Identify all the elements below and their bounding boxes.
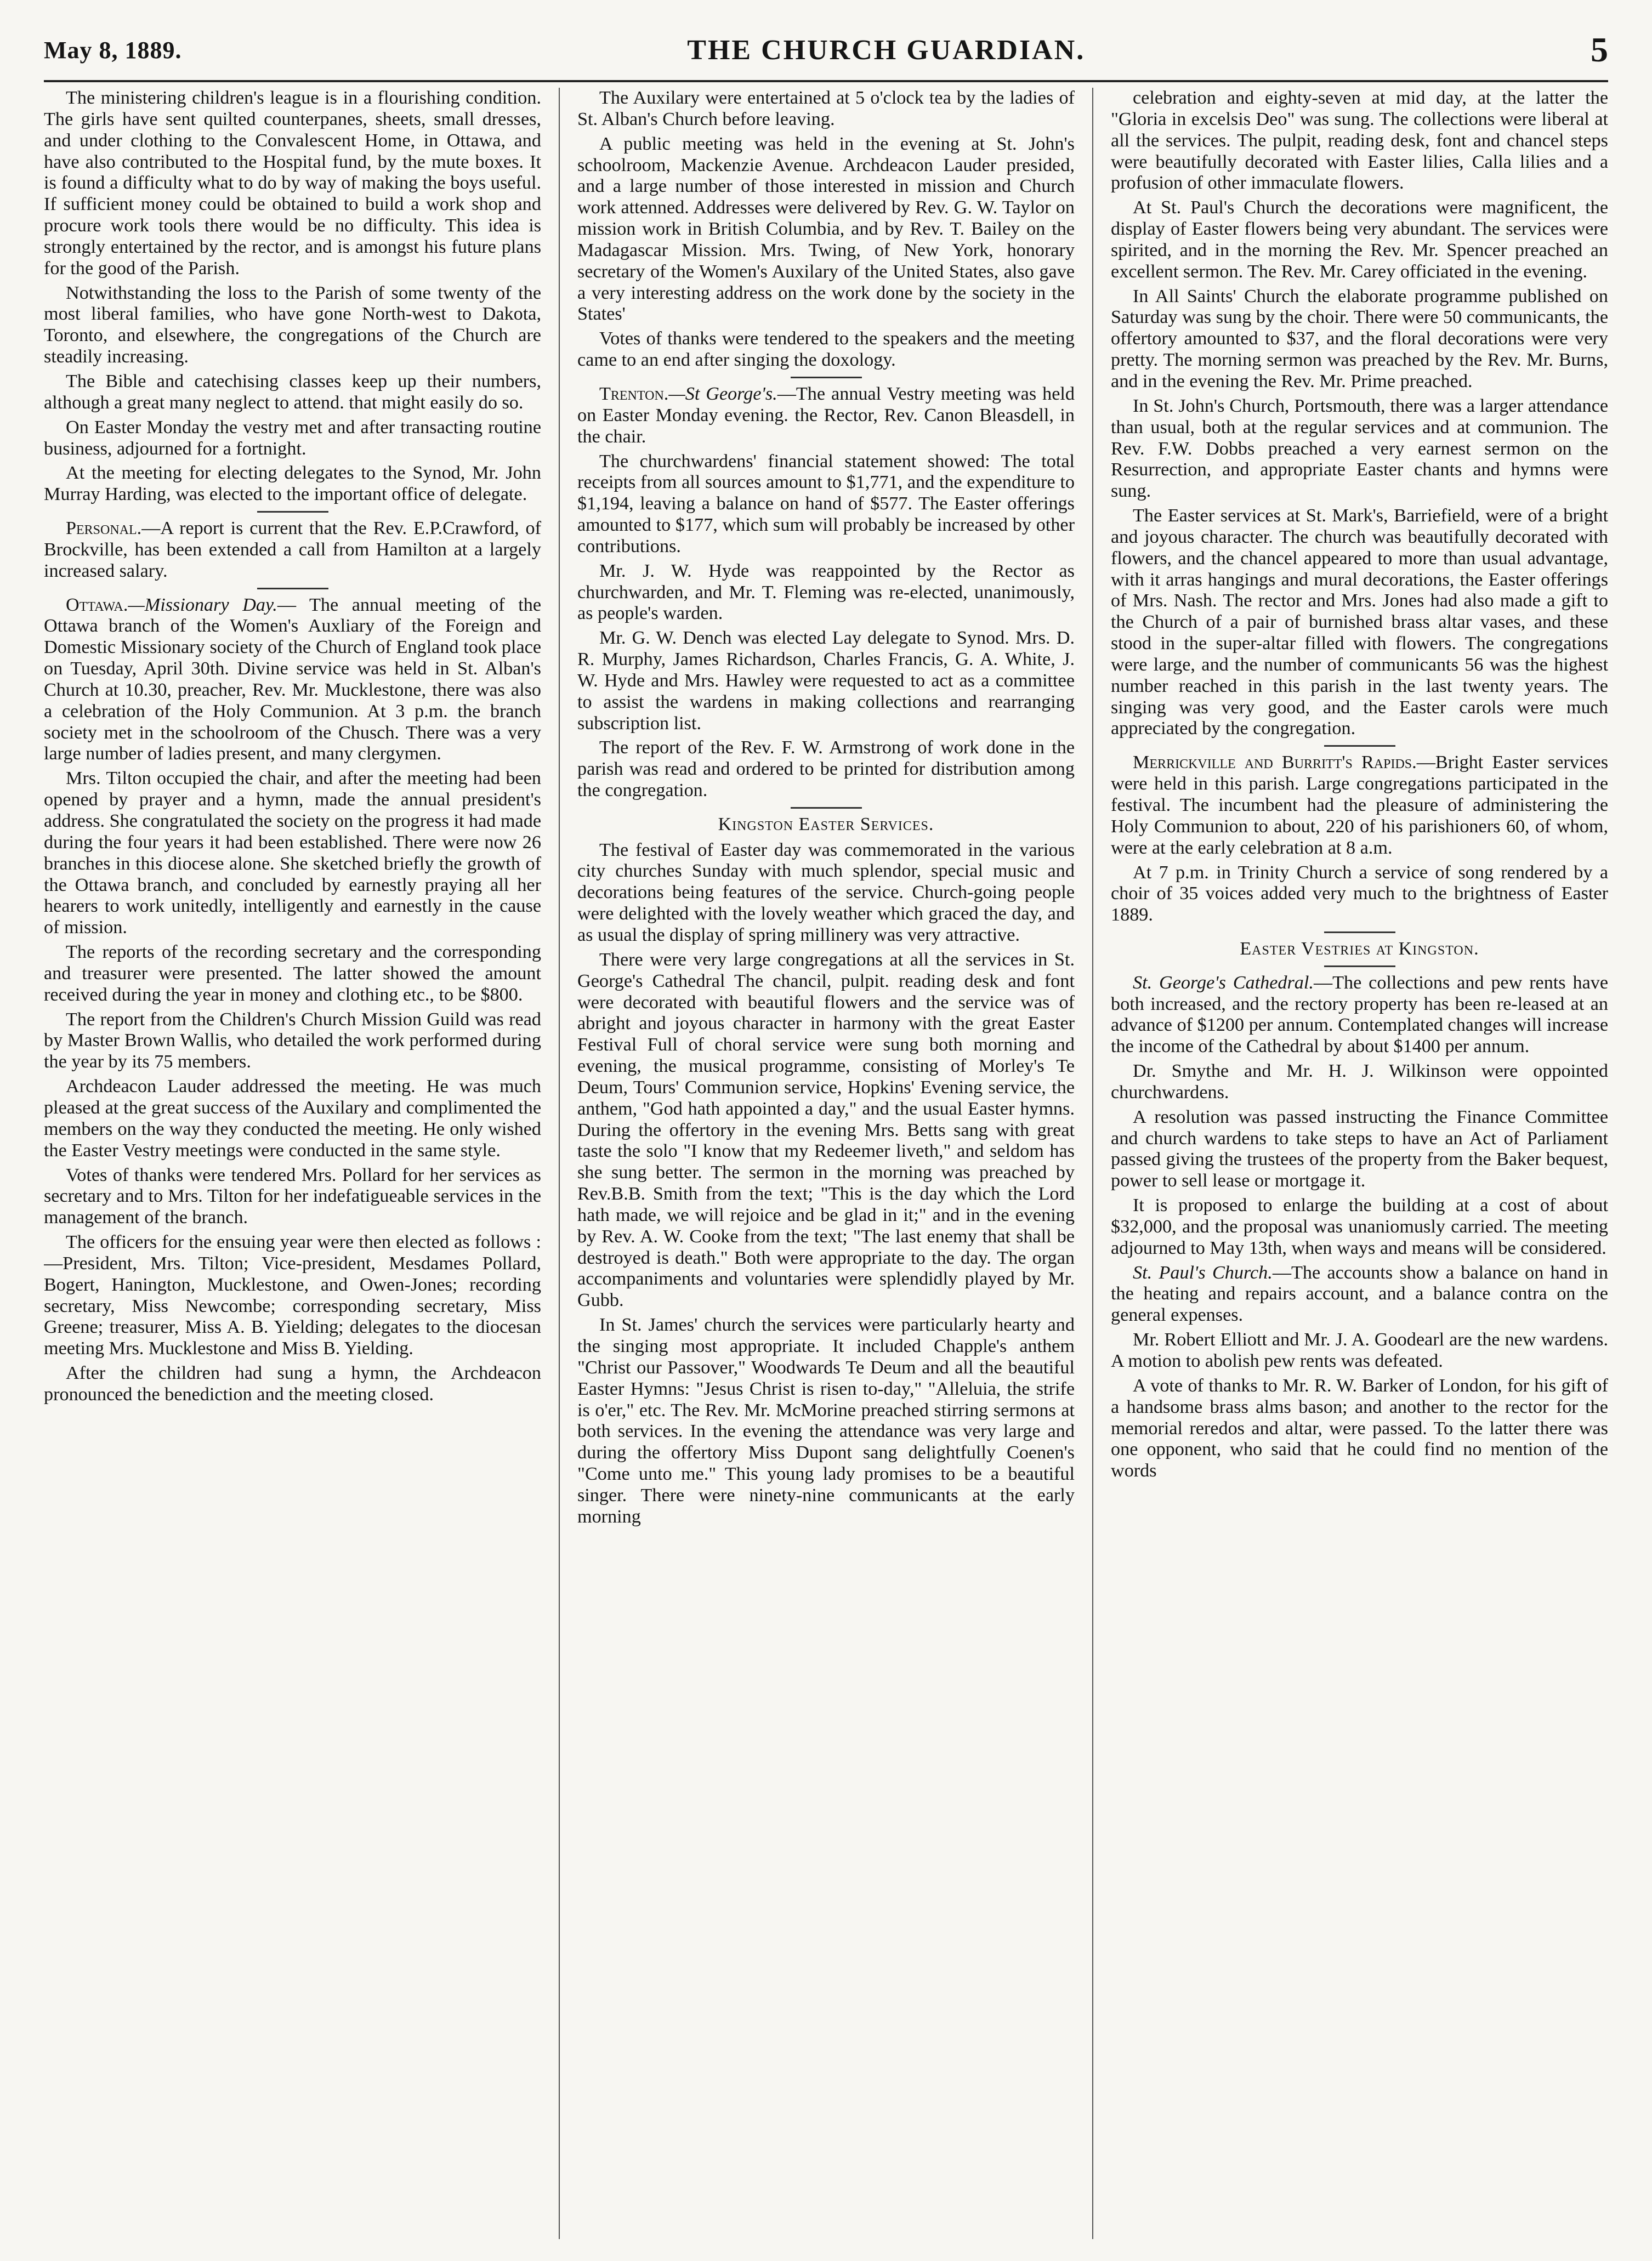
paragraph: There were very large congregations at all the services in St. George's Cathedral The chancil, pulpit. reading desk and font were decorated with beautiful flowers and the service was of abright and joyous character in harmony with the great Easter Festival Full of choral service were sung both morning and evening, the musical programme, consisting of Morley's Te Deum, Tours' Communion service, Hopkins' Evening service, the anthem, "God hath appointed a day," and the usual Easter hymns. During the offertory in the evening Mrs. Betts sang with great taste the solo "I know that my Redeemer liveth," and seldom has she sung better. The sermon in the morning was preached by Rev.B.B. Smith from the text; "This is the day which the Lord hath made, we will rejoice and be glad in it;" and in the evening by Rev. A. W. Cooke from the text; "The last enemy that shall be destroyed is death." Both were appropriate to the day. The organ accompaniments and voluntaries were splendidly played by Mr. Gubb.	[577, 949, 1075, 1311]
paragraph: Mrs. Tilton occupied the chair, and after the meeting had been opened by prayer and a hymn, made the annual president's address. She congratulated the society on the progress it had made during the four years it had been established. There were now 26 branches in this diocese alone. She sketched briefly the growth of the Ottawa branch, and concluded by earnestly praying all her hearers to work unitedly, intelligently and earnestly in the cause of mission.	[44, 768, 541, 938]
paragraph: The churchwardens' financial statement showed: The total receipts from all sources amount to $1,771, and the expenditure to $1,194, leaving a balance on hand of $577. The Easter offerings amounted to $177, which sum will probably be increased by other contributions.	[577, 451, 1075, 556]
article-columns	[44, 88, 1608, 2239]
section-divider	[257, 588, 328, 589]
paragraph: At St. Paul's Church the decorations were magnificent, the display of Easter flowers being very abundant. The services were spirited, and in the morning the Rev. Mr. Spencer preached an excellent sermon. The Rev. Mr. Carey officiated in the evening.	[1111, 197, 1608, 282]
ottawa-title: —Missionary Day.	[128, 594, 277, 615]
column-2	[559, 88, 1092, 2239]
paragraph: The festival of Easter day was commemorated in the various city churches Sunday with much splendor, special music and decorations being features of the service. Church-going people were delighted with the lovely weather which graced the day, and as usual the display of spring millinery was very attractive.	[577, 839, 1075, 945]
paragraph: The report from the Children's Church Mission Guild was read by Master Brown Wallis, who detailed the work performed during the year by its 75 members.	[44, 1009, 541, 1072]
stgeorge-item	[1111, 973, 1608, 1058]
paragraph: The Bible and catechising classes keep up their numbers, although a great many neglect to attend. that might easily do so.	[44, 371, 541, 413]
paragraph: Votes of thanks were tendered Mrs. Pollard for her services as secretary and to Mrs. Tilton for her indefatigueable services in the management of the branch.	[44, 1164, 541, 1228]
paragraph: The Easter services at St. Mark's, Barriefield, were of a bright and joyous character. The church was beautifully decorated with flowers, and the chancel appeared to more than usual advantage, with it arras hangings and mural decorations, the Easter offerings of Mrs. Nash. The rector and Mrs. Jones had also made a gift to the Church of a pair of burnished brass altar vases, and these stood in the super-altar filled with flowers. The congregations were large, and the number of communicants 56 was the highest number reached in this parish in the last twenty years. The singing was very good, and the Easter carols were much appreciated by the congregation.	[1111, 505, 1608, 739]
paragraph: In St. James' church the services were particularly hearty and the singing most appropriate. It included Chapple's anthem "Christ our Passover," Woodwards Te Deum and all the beautiful Easter Hymns: "Jesus Christ is risen to-day," "Alleluia, the strife is o'er," etc. The Rev. Mr. McMorine preached stirring sermons at both services. In the evening the attendance was very large and during the offertory Miss Dupont sang delightfully Coenen's "Come unto me." This young lady promises to be a beautiful singer. There were ninety-nine communicants at the early morning	[577, 1315, 1075, 1527]
merrickville-lead: Merrickville and Burritt's Rapids.	[1133, 752, 1417, 773]
paragraph: Notwithstanding the loss to the Parish of some twenty of the most liberal families, who have gone North-west to Dakota, Toronto, and elsewhere, the congregations of the Church are steadily increasing.	[44, 282, 541, 367]
section-divider	[791, 377, 862, 378]
ottawa-lead: Ottawa.	[66, 594, 128, 615]
paragraph: A public meeting was held in the evening at St. John's schoolroom, Mackenzie Avenue. Archdeacon Lauder presided, and a large number of those interested in mission and Church work attenned. Addresses were delivered by Rev. G. W. Taylor on mission work in British Columbia, and by Rev. T. Bailey on the Madagascar Mission. Mrs. Twing, of New York, honorary secretary of the Women's Auxilary of the United States, also gave a very interesting address on the work done by the society in the States'	[577, 133, 1075, 325]
paragraph: On Easter Monday the vestry met and after transacting routine business, adjourned for a fortnight.	[44, 417, 541, 459]
paragraph: Dr. Smythe and Mr. H. J. Wilkinson were oppointed churchwardens.	[1111, 1061, 1608, 1103]
paragraph: It is proposed to enlarge the building at a cost of about $32,000, and the proposal was unaniomusly carried. The meeting adjourned to May 13th, when ways and means will be considered.	[1111, 1195, 1608, 1258]
section-heading: Easter Vestries at Kingston.	[1240, 939, 1479, 959]
section-heading: Kingston Easter Services.	[718, 814, 934, 834]
paragraph: The report of the Rev. F. W. Armstrong of work done in the parish was read and ordered to be printed for distribution among the congregation.	[577, 737, 1075, 801]
section-divider	[1324, 745, 1395, 747]
paragraph: At the meeting for electing delegates to the Synod, Mr. John Murray Harding, was elected to the important office of delegate.	[44, 463, 541, 505]
section-divider	[257, 511, 328, 513]
personal-text: —A report is current that the Rev. E.P.Crawford, of Brockville, has been extended a call from Hamilton at a largely increased salary.	[44, 518, 541, 581]
paragraph: The officers for the ensuing year were then elected as follows :—President, Mrs. Tilton; Vice-president, Mesdames Pollard, Bogert, Hanington, Mucklestone, and Owen-Jones; recording secretary, Miss Newcombe; corresponding secretary, Miss Greene; treasurer, Miss A. B. Yielding; delegates to the diocesan meeting Mrs. Mucklestone and Miss B. Yielding.	[44, 1232, 541, 1359]
stgeorge-title: St. George's Cathedral.	[1133, 972, 1314, 993]
paragraph: In All Saints' Church the elaborate programme published on Saturday was sung by the choir. There were 50 communicants, the offertory amounted to $37, and the floral decorations were very pretty. The morning sermon was preached by the Rev. Mr. Burns, and in the evening the Rev. Mr. Prime preached.	[1111, 286, 1608, 391]
paragraph: The ministering children's league is in a flourishing condition. The girls have sent quilted counterpanes, sheets, small dresses, and under clothing to the Convalescent Home, in Ottawa, and have also contributed to the Hospital fund, by the mute boxes. It is found a difficulty what to do by way of making the boys useful. If sufficient money could be obtained to build a work shop and procure work tools there would be no difficulty. This idea is strongly entertained by the rector, and is amongst his future plans for the good of the Parish.	[44, 88, 541, 279]
stpaul-text: —The accounts show a balance on hand in the heating and repairs account, and a balance contra on the general expenses.	[1111, 1262, 1608, 1326]
paragraph: The Auxilary were entertained at 5 o'clock tea by the ladies of St. Alban's Church before leaving.	[577, 88, 1075, 129]
paragraph: Mr. J. W. Hyde was reappointed by the Rector as churchwarden, and Mr. T. Fleming was re-elected, unanimously, as people's warden.	[577, 560, 1075, 624]
paragraph: At 7 p.m. in Trinity Church a service of song rendered by a choir of 35 voices added very much to the brightness of Easter 1889.	[1111, 862, 1608, 925]
ottawa-text: — The annual meeting of the Ottawa branch of the Women's Auxliary of the Foreign and Domestic Missionary society of the Church of England took place on Tuesday, April 30th. Divine service was held in St. Alban's Church at 10.30, preacher, Rev. Mr. Mucklestone, there was also a celebration of the Holy Communion. At 3 p.m. the branch society met in the schoolroom of the Chusch. There was a very large number of ladies present, and many clergymen.	[44, 594, 542, 764]
section-divider	[1324, 931, 1395, 933]
merrickville-text: —Bright Easter services were held in this parish. Large congregations participated in the festival. The incumbent had the pleasure of administering the Holy Communion to about, 220 of his parishioners 60, of whom, were at the early celebration at 8 a.m.	[1111, 752, 1608, 858]
paragraph: In St. John's Church, Portsmouth, there was a larger attendance than usual, both at the regular services and at communion. The Rev. F.W. Dobbs preached a very earnest sermon on the Resurrection, and appropriate Easter chants and hymns were sung.	[1111, 395, 1608, 502]
paragraph: Mr. G. W. Dench was elected Lay delegate to Synod. Mrs. D. R. Murphy, James Richardson, Charles Francis, G. A. White, J. W. Hyde and Mrs. Hawley were requested to act as a committee to assist the wardens in making collections and rearranging subscription list.	[577, 628, 1075, 734]
paragraph: A vote of thanks to Mr. R. W. Barker of London, for his gift of a handsome brass alms bason; and another to the rector for the memorial reredos and altar, were passed. To the latter there was one opponent, who said that he could find no mention of the words	[1111, 1375, 1608, 1481]
personal-lead: Personal.	[66, 518, 142, 539]
paragraph: Archdeacon Lauder addressed the meeting. He was much pleased at the great success of the Auxilary and complimented the members on the way they conducted the meeting. He only wished the Easter Vestry meetings were conducted in the same style.	[44, 1076, 541, 1161]
paragraph: celebration and eighty-seven at mid day, at the latter the "Gloria in excelsis Deo" was sung. The collections were liberal at all the services. The pulpit, reading desk, font and chancel steps were beautifully decorated with Easter lilies, Calla lilies and a profusion of other immaculate flowers.	[1111, 88, 1608, 194]
section-divider	[1324, 965, 1395, 967]
column-1	[44, 88, 559, 2239]
issue-date: May 8, 1889.	[44, 36, 182, 64]
trenton-lead: Trenton.	[599, 383, 669, 404]
trenton-title: —St George's.	[668, 383, 777, 404]
merrickville-item	[1111, 752, 1608, 859]
paragraph: A resolution was passed instructing the Finance Committee and church wardens to take steps to have an Act of Parliament passed giving the trustees of the property from the Baker bequest, power to sell lease or mortgage it.	[1111, 1106, 1608, 1191]
stgeorge-text: —The collections and pew rents have both increased, and the rectory property has been re-leased at an advance of $1200 per annum. Contemplated changes will increase the income of the Cathedral by about $1400 per annum.	[1111, 972, 1608, 1057]
stpaul-item	[1111, 1263, 1608, 1327]
paragraph: Mr. Robert Elliott and Mr. J. A. Goodearl are the new wardens. A motion to abolish pew rents was defeated.	[1111, 1330, 1608, 1372]
page-number: 5	[1590, 30, 1608, 69]
ottawa-item	[44, 595, 541, 765]
personal-item	[44, 518, 541, 582]
column-3	[1092, 88, 1608, 2239]
paragraph: Votes of thanks were tendered to the speakers and the meeting came to an end after singing the doxology.	[577, 328, 1075, 371]
trenton-item	[577, 384, 1075, 448]
paragraph: After the children had sung a hymn, the Archdeacon pronounced the benediction and the meeting closed.	[44, 1363, 541, 1405]
masthead	[44, 20, 1608, 82]
paragraph: The reports of the recording secretary and the corresponding and treasurer were presented. The latter showed the amount received during the year in money and clothing etc., to be $800.	[44, 942, 541, 1005]
stpaul-title: St. Paul's Church.	[1133, 1262, 1273, 1283]
trenton-text: —The annual Vestry meeting was held on Easter Monday evening. the Rector, Rev. Canon Bleasdell, in the chair.	[577, 383, 1075, 447]
section-divider	[791, 807, 862, 809]
newspaper-title: THE CHURCH GUARDIAN.	[687, 34, 1086, 66]
